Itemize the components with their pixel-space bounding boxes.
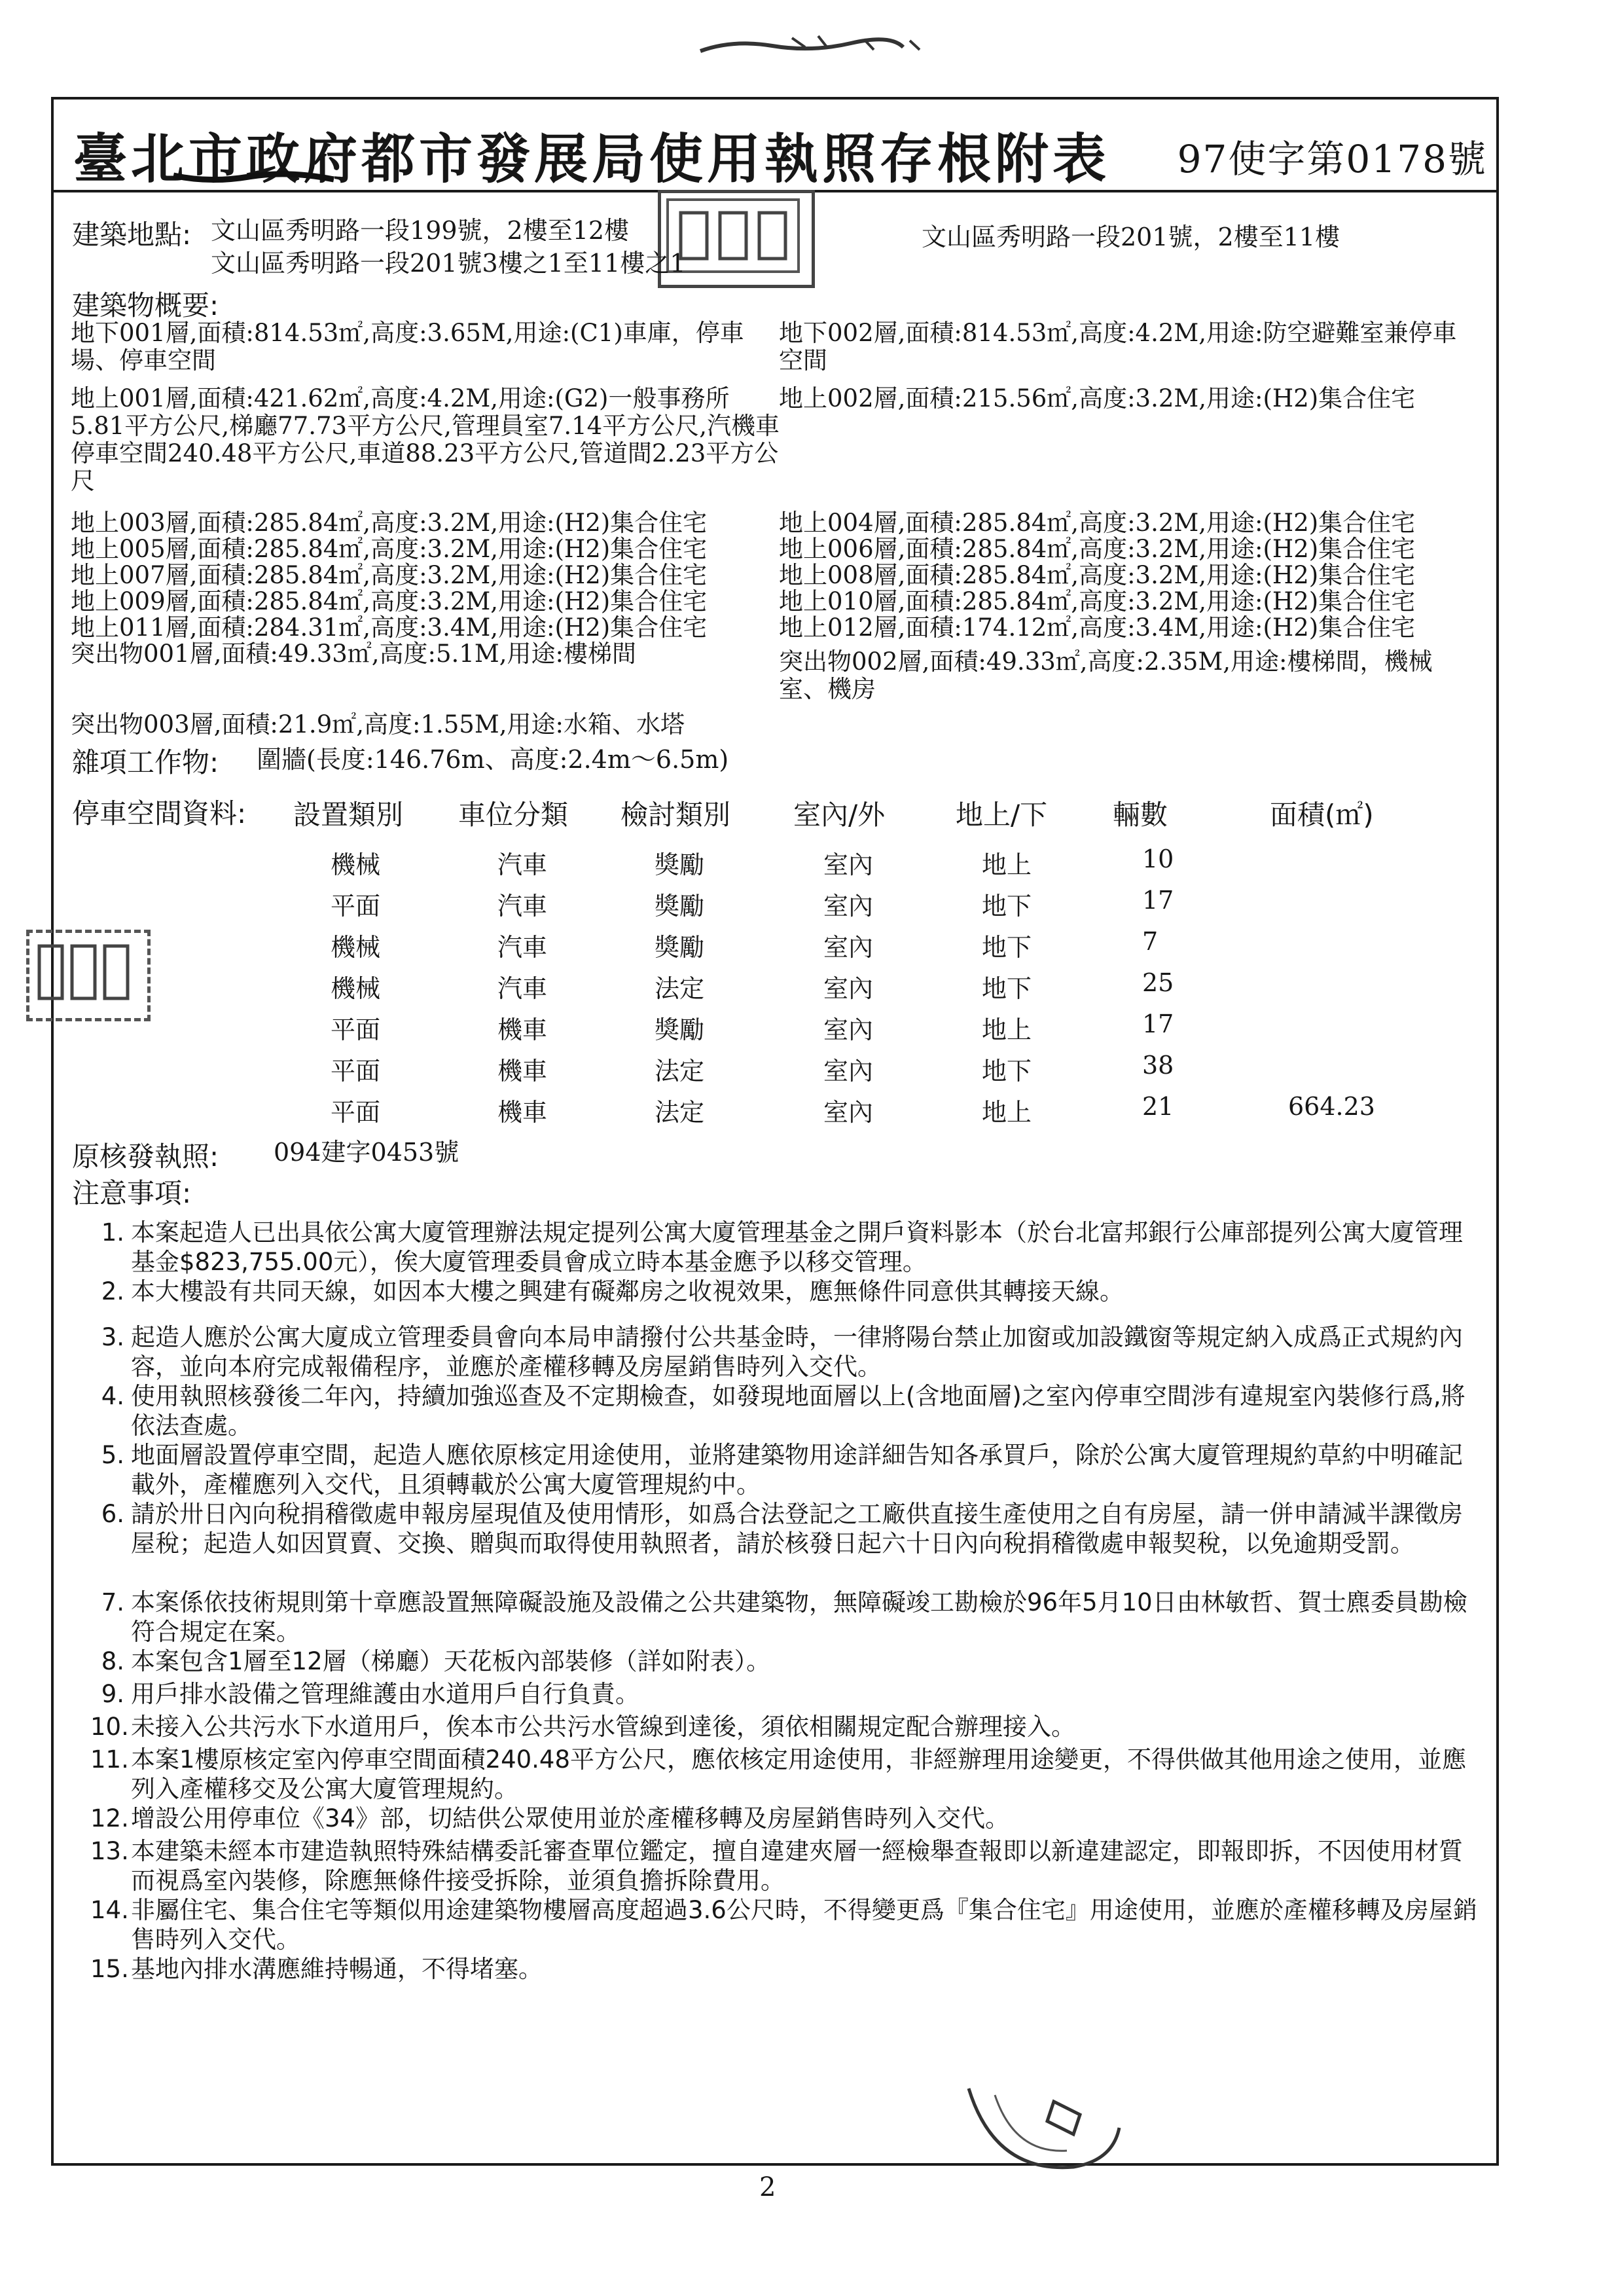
- parking-cell: 機車: [497, 1057, 548, 1085]
- parking-cell: 25: [1142, 968, 1174, 997]
- note-item: [97, 1679, 1478, 1709]
- note-text: 增設公用停車位《34》部，切結供公眾使用並於產權移轉及房屋銷售時列入交代。: [131, 1804, 1010, 1832]
- parking-cell: 室內: [823, 1098, 874, 1127]
- parking-cell: 地下: [982, 892, 1032, 920]
- note-item: [90, 1895, 1478, 1954]
- parking-cell: 獎勵: [655, 892, 705, 920]
- note-number: 15.: [90, 1955, 129, 1983]
- note-text: 本案係依技術規則第十章應設置無障礙設施及設備之公共建築物，無障礙竣工勘檢於96年5月10日由林敏哲、賀士麃委員勘檢符合規定在案。: [131, 1588, 1467, 1646]
- note-item: [90, 1745, 1478, 1804]
- note-item: [97, 1440, 1478, 1499]
- note-text: 非屬住宅、集合住宅等類似用途建築物樓層高度超過3.6公尺時，不得變更爲『集合住宅』用途使用，並應於產權移轉及房屋銷售時列入交代。: [131, 1896, 1477, 1954]
- rooftop-1: 突出物001層,面積:49.33㎡,高度:5.1M,用途:樓梯間: [71, 640, 636, 668]
- note-number: 9.: [101, 1680, 124, 1708]
- note-number: 14.: [90, 1896, 129, 1924]
- parking-cell: 汽車: [497, 850, 548, 879]
- floor-b2: 地下002層,面積:814.53㎡,高度:4.2M,用途:防空避難室兼停車空間: [779, 319, 1457, 374]
- permit-number: 97使字第0178號: [1177, 137, 1487, 181]
- parking-cell: 獎勵: [655, 933, 705, 962]
- floor-7: 地上007層,面積:285.84㎡,高度:3.2M,用途:(H2)集合住宅: [71, 561, 708, 589]
- note-number: 1.: [101, 1218, 124, 1247]
- parking-cell: 室內: [823, 850, 874, 879]
- floor-9: 地上009層,面積:285.84㎡,高度:3.2M,用途:(H2)集合住宅: [71, 587, 708, 615]
- note-text: 請於卅日內向稅捐稽徵處申報房屋現值及使用情形，如爲合法登記之工廠供直接生產使用之自有房屋，請一併申請減半課徵房屋稅；起造人如因買賣、交換、贈與而取得使用執照者，請於核發日起六十日內向稅捐稽徵處申報契稅，以免逾期受罰。: [131, 1500, 1463, 1558]
- parking-cell: 法定: [655, 1098, 705, 1127]
- round-seal-stamp: [956, 2075, 1126, 2180]
- site-address-1: 文山區秀明路一段199號，2樓至12樓: [211, 216, 630, 245]
- note-item: [97, 1322, 1478, 1381]
- parking-cell: 地下: [982, 933, 1032, 962]
- parking-cell: 17: [1142, 886, 1174, 915]
- note-number: 4.: [101, 1382, 124, 1410]
- floor-11: 地上011層,面積:284.31㎡,高度:3.4M,用途:(H2)集合住宅: [71, 613, 708, 642]
- parking-cell: 法定: [655, 974, 705, 1003]
- parking-cell: 平面: [331, 1098, 381, 1127]
- notes-label: 注意事項:: [72, 1177, 192, 1209]
- parking-cell: 地下: [982, 974, 1032, 1003]
- parking-cell: 10: [1142, 845, 1174, 873]
- floor-4: 地上004層,面積:285.84㎡,高度:3.2M,用途:(H2)集合住宅: [779, 509, 1416, 537]
- floor-12: 地上012層,面積:174.12㎡,高度:3.4M,用途:(H2)集合住宅: [779, 613, 1416, 642]
- col-header-level: 地上/下: [956, 799, 1048, 831]
- parking-cell: 機車: [497, 1098, 548, 1127]
- floor-10: 地上010層,面積:285.84㎡,高度:3.2M,用途:(H2)集合住宅: [779, 587, 1416, 615]
- parking-cell: 38: [1142, 1051, 1174, 1080]
- parking-cell: 21: [1142, 1092, 1174, 1121]
- rooftop-3: 突出物003層,面積:21.9㎡,高度:1.55M,用途:水箱、水塔: [71, 710, 685, 738]
- note-number: 2.: [101, 1277, 124, 1305]
- note-number: 5.: [101, 1441, 124, 1469]
- note-item: [97, 1499, 1478, 1558]
- note-text: 本案包含1層至12層（梯廳）天花板內部裝修（詳如附表）。: [131, 1647, 771, 1675]
- note-item: [97, 1277, 1478, 1306]
- note-text: 本建築未經本市建造執照特殊結構委託審查單位鑑定，擅自違建夾層一經檢舉查報即以新違建認定，即報即拆，不因使用材質而視爲室內裝修，除應無條件接受拆除，並須負擔拆除費用。: [131, 1837, 1463, 1895]
- parking-cell: 平面: [331, 1057, 381, 1085]
- note-text: 基地內排水溝應維持暢通，不得堵塞。: [131, 1955, 543, 1983]
- site-address-2: 文山區秀明路一段201號3樓之1至11樓之1: [211, 249, 686, 278]
- parking-label: 停車空間資料:: [72, 797, 247, 829]
- misc-works-value: 圍牆(長度:146.76m、高度:2.4m～6.5m): [257, 745, 729, 774]
- parking-cell: 7: [1142, 927, 1159, 956]
- parking-cell: 機械: [331, 974, 381, 1003]
- note-item: [97, 1381, 1478, 1440]
- note-text: 用戶排水設備之管理維護由水道用戶自行負責。: [131, 1680, 639, 1708]
- note-number: 8.: [101, 1647, 124, 1675]
- parking-cell: 機車: [497, 1015, 548, 1044]
- parking-cell: 17: [1142, 1010, 1174, 1038]
- misc-works-label: 雜項工作物:: [72, 746, 219, 778]
- floor-b1: 地下001層,面積:814.53㎡,高度:3.65M,用途:(C1)車庫，停車場、停車空間: [71, 319, 744, 374]
- parking-cell: 室內: [823, 1057, 874, 1085]
- rooftop-2: 突出物002層,面積:49.33㎡,高度:2.35M,用途:樓梯間，機械室、機房: [779, 647, 1433, 703]
- col-header-area: 面積(㎡): [1270, 799, 1374, 831]
- note-text: 起造人應於公寓大廈成立管理委員會向本局申請撥付公共基金時，一律將陽台禁止加窗或加設鐵窗等規定納入成爲正式規約內容，並向本府完成報備程序，並應於產權移轉及房屋銷售時列入交代。: [131, 1323, 1463, 1381]
- col-header-category: 車位分類: [458, 799, 569, 831]
- floor-5: 地上005層,面積:285.84㎡,高度:3.2M,用途:(H2)集合住宅: [71, 535, 708, 563]
- note-item: [90, 1712, 1478, 1741]
- note-number: 13.: [90, 1837, 129, 1865]
- parking-cell: 地上: [982, 1098, 1032, 1127]
- parking-cell: 獎勵: [655, 1015, 705, 1044]
- original-permit-value: 094建字0453號: [274, 1138, 459, 1167]
- parking-cell: 664.23: [1288, 1092, 1375, 1121]
- col-header-indoor: 室內/外: [793, 799, 886, 831]
- parking-cell: 獎勵: [655, 850, 705, 879]
- floor-6: 地上006層,面積:285.84㎡,高度:3.2M,用途:(H2)集合住宅: [779, 535, 1416, 563]
- note-text: 本案1樓原核定室內停車空間面積240.48平方公尺，應依核定用途使用，非經辦理用途變更，不得供做其他用途之使用，並應列入產權移交及公寓大廈管理規約。: [131, 1745, 1467, 1803]
- note-item: [97, 1218, 1478, 1277]
- document-title: 臺北市政府都市發展局使用執照存根附表: [73, 128, 1111, 191]
- parking-cell: 平面: [331, 1015, 381, 1044]
- note-number: 3.: [101, 1323, 124, 1351]
- note-number: 10.: [90, 1713, 129, 1741]
- parking-cell: 室內: [823, 974, 874, 1003]
- note-number: 6.: [101, 1500, 124, 1528]
- col-header-review: 檢討類別: [620, 799, 731, 831]
- note-item: [97, 1647, 1478, 1676]
- note-item: [90, 1954, 1478, 1984]
- side-seal-stamp: [26, 930, 151, 1021]
- note-item: [97, 1588, 1478, 1647]
- note-text: 本大樓設有共同天線，如因本大樓之興建有礙鄰房之收視效果，應無條件同意供其轉接天線。: [131, 1277, 1124, 1305]
- overview-label: 建築物概要:: [72, 289, 219, 321]
- note-number: 7.: [101, 1588, 124, 1616]
- floor-1: 地上001層,面積:421.62㎡,高度:4.2M,用途:(G2)一般事務所5.81平方公尺,梯廳77.73平方公尺,管理員室7.14平方公尺,汽機車停車空間240.48平方公尺,車道88.23平方公尺,管道間2.23平方公尺: [71, 384, 780, 495]
- parking-cell: 汽車: [497, 892, 548, 920]
- parking-cell: 地下: [982, 1057, 1032, 1085]
- note-text: 未接入公共污水下水道用戶，俟本市公共污水管線到達後，須依相關規定配合辦理接入。: [131, 1713, 1075, 1741]
- parking-cell: 地上: [982, 850, 1032, 879]
- floor-3: 地上003層,面積:285.84㎡,高度:3.2M,用途:(H2)集合住宅: [71, 509, 708, 537]
- note-number: 12.: [90, 1804, 129, 1832]
- note-text: 使用執照核發後二年內，持續加強巡查及不定期檢查，如發現地面層以上(含地面層)之室內停車空間涉有違規室內裝修行爲,將依法查處。: [131, 1382, 1465, 1440]
- parking-cell: 汽車: [497, 933, 548, 962]
- col-header-type: 設置類別: [293, 799, 404, 831]
- site-label: 建築地點:: [72, 219, 192, 251]
- parking-cell: 法定: [655, 1057, 705, 1085]
- parking-cell: 平面: [331, 892, 381, 920]
- parking-cell: 室內: [823, 892, 874, 920]
- parking-cell: 機械: [331, 933, 381, 962]
- original-permit-label: 原核發執照:: [72, 1140, 219, 1173]
- parking-cell: 汽車: [497, 974, 548, 1003]
- note-text: 地面層設置停車空間，起造人應依原核定用途使用，並將建築物用途詳細告知各承買戶，除於公寓大廈管理規約草約中明確記載外，產權應列入交代，且須轉載於公寓大廈管理規約中。: [131, 1441, 1463, 1499]
- note-item: [90, 1836, 1478, 1895]
- page-number: 2: [759, 2172, 776, 2202]
- col-header-count: 輛數: [1113, 799, 1168, 831]
- floor-8: 地上008層,面積:285.84㎡,高度:3.2M,用途:(H2)集合住宅: [779, 561, 1416, 589]
- parking-cell: 機械: [331, 850, 381, 879]
- note-item: [90, 1804, 1478, 1833]
- site-address-1-right: 文山區秀明路一段201號，2樓至11樓: [922, 223, 1340, 251]
- parking-cell: 室內: [823, 1015, 874, 1044]
- pen-underline: [170, 162, 340, 189]
- note-number: 11.: [90, 1745, 129, 1774]
- scan-mark: [694, 26, 956, 59]
- floor-2: 地上002層,面積:215.56㎡,高度:3.2M,用途:(H2)集合住宅: [779, 384, 1416, 412]
- parking-cell: 室內: [823, 933, 874, 962]
- parking-cell: 地上: [982, 1015, 1032, 1044]
- note-text: 本案起造人已出具依公寓大廈管理辦法規定提列公寓大廈管理基金之開戶資料影本（於台北富邦銀行公庫部提列公寓大廈管理基金$823,755.00元），俟大廈管理委員會成立時本基金應予以移交管理。: [131, 1218, 1463, 1276]
